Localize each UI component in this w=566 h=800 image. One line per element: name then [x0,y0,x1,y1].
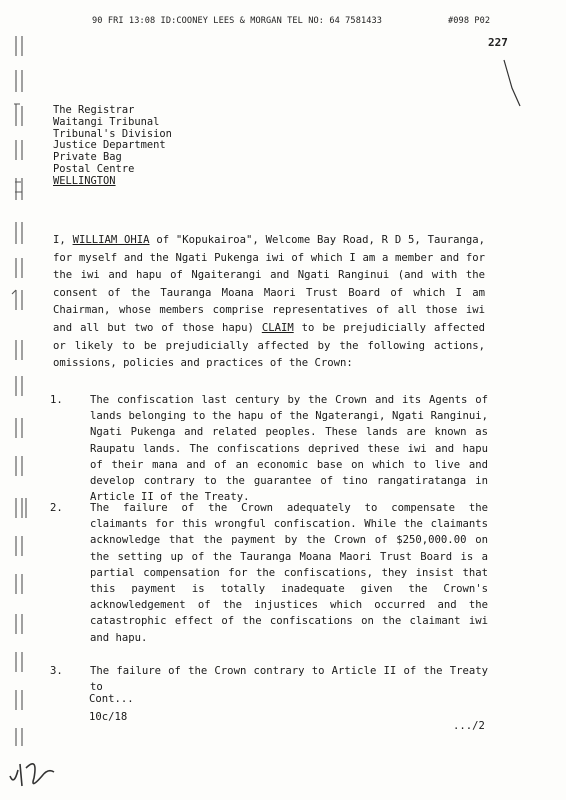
continuation-block [89,690,134,726]
item-number: 1. [50,394,63,406]
pen-stroke-mark [502,58,522,108]
intro-paragraph [53,232,485,373]
address-line: Postal Centre [53,162,135,175]
address-line: Justice Department [53,139,166,152]
address-city: WELLINGTON [53,174,116,187]
address-line: Tribunal's Division [53,127,172,140]
address-line: Private Bag [53,151,122,164]
fax-header [92,16,522,26]
reference-code: 10c/18 [89,711,128,723]
claim-word: CLAIM [261,321,294,334]
item-text: The failure of the Crown contrary to Article II of the Treaty to [90,665,488,694]
address-line: Waitangi Tribunal [53,115,160,128]
item-text: The failure of the Crown adequately to compensate the claimants for this wrongful confiscation. While the claimants acknowledge that the payment by the Crown of $250,000.00 on the setting up of the Tauranga Moana Maori Trust Board is a partial compensation for the confiscations, they insist that this payment is totally inadequate given the Crown's acknowledgement of the injustices which occurred and the catastrophic effect of the confiscations on the claimant iwi and hapu. [90,502,488,644]
margin-binding-marks [8,0,30,800]
item-number: 2. [50,502,63,514]
intro-prefix: I, [53,234,73,246]
fax-header-left: 90 FRI 13:08 ID:COONEY LEES & MORGAN TEL NO: 64 7581433 [92,16,383,26]
next-page-marker: .../2 [453,720,485,732]
claimant-name: WILLIAM OHIA [72,234,150,246]
cont-label: Cont... [89,693,134,705]
handwritten-scribble [8,756,58,792]
intro-part2: to be prejudicially affected or likely to be prejudicially affected by the following actions, omissions, policies and practices of the Crown: [53,321,485,370]
page-number: 227 [488,36,508,49]
address-line: The Registrar [53,104,135,116]
intro-part1: of "Kopukairoa", Welcome Bay Road, R D 5, Tauranga, for myself and the Ngati Pukenga iwi of which I am a member and for the iwi and hapu of Ngaiterangi and Ngati Ranginui (and with the consent of the Tauranga Moana Maori Trust Board of which I am Chairman, whose members comprise representatives of all those iwi and all but two of those hapu) [53,234,485,334]
item-number: 3. [50,665,63,677]
item-text: The confiscation last century by the Crown and its Agents of lands belonging to the hapu of the Ngaterangi, Ngati Ranginui, Ngati Pukenga and related peoples. These lands are known as Raupatu lands. The confiscations deprived these iwi and hapu of their mana and of an economic base on which to live and develop contrary to the guarantee of tino rangatiratanga in Article II of the Treaty. [90,394,488,504]
fax-header-right: #098 P02 [448,16,491,26]
address-block [53,105,172,188]
